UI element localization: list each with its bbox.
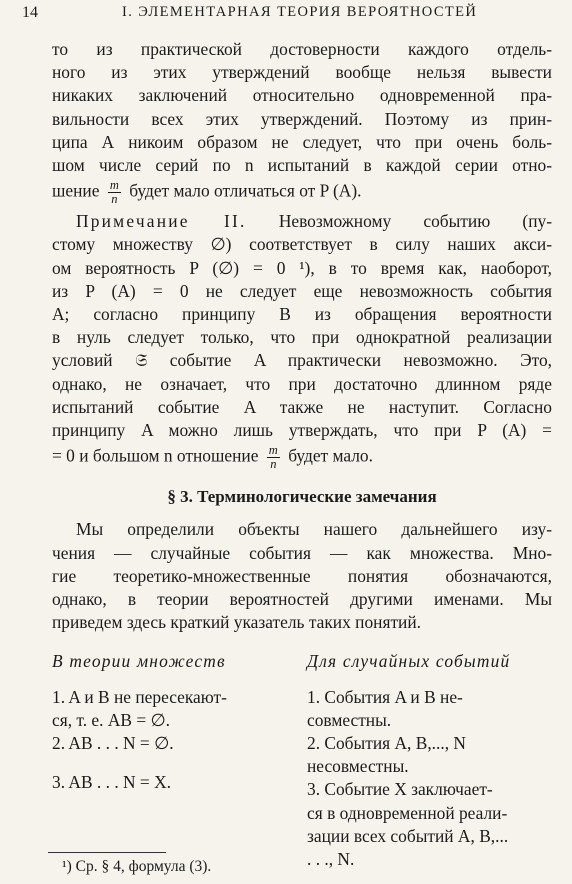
footnote-divider: [48, 852, 166, 853]
page-number: 14: [22, 4, 38, 21]
text-line: ом вероятность P (∅) = 0 ¹), в то время как, наоборот,: [52, 257, 552, 278]
cell-line: 1. События A и B не-: [307, 686, 463, 707]
table-row: [307, 732, 552, 778]
text-line: ного из этих утверждений вообще нельзя вывести: [52, 62, 552, 83]
column-header-events: Для случайных событий: [307, 651, 511, 672]
section-heading: § 3. Терминологические замечания: [167, 487, 437, 507]
cell-line: совместны.: [307, 709, 392, 730]
text-line: однако, в теории вероятностей другими именами. Мы: [52, 589, 552, 610]
text-line-with-fraction: [52, 179, 552, 206]
fraction-m-over-n: [267, 444, 280, 471]
fraction-m-over-n: [108, 179, 121, 206]
text-line: то из практической достоверности каждого отдель-: [52, 39, 552, 59]
text-line: никаких заключений относительно одновременной пра-: [52, 85, 552, 106]
text-line: из P (A) = 0 не следует еще невозможность события: [52, 280, 552, 301]
text-line: испытаний событие A также не наступит. Согласно: [52, 396, 552, 417]
cell-line: ся, т. е. AB = ∅.: [52, 709, 170, 730]
table-row: [52, 771, 307, 794]
footnote: ¹) Ср. § 4, формула (3).: [62, 858, 212, 875]
running-header: [22, 4, 540, 28]
paragraph-3: [52, 518, 552, 634]
cell-line: . . ., N.: [307, 849, 355, 870]
text-line: чения — случайные события — как множества. Мно-: [52, 542, 552, 563]
text-line: вильности всех этих утверждений. Поэтому из прин-: [52, 108, 552, 129]
events-column: [307, 650, 552, 871]
text-fragment: будет мало отличаться от P (A).: [129, 180, 362, 201]
text-line: шом числе серий по n испытаний в каждой серии отно-: [52, 155, 552, 176]
cell-line: ся в одновременной реали-: [307, 802, 508, 823]
remark-label: Примечание II.: [76, 211, 247, 232]
running-title: I. ЭЛЕМЕНТАРНАЯ ТЕОРИЯ ВЕРОЯТНОСТЕЙ: [122, 4, 478, 20]
paragraph-1: [52, 38, 552, 206]
text-fragment: будет мало.: [288, 445, 373, 466]
cell-line: 1. A и B не пересекают-: [52, 686, 227, 707]
text-line: Мы определили объекты нашего дальнейшего изу-: [76, 519, 552, 540]
text-line: стому множеству ∅) соответствует в силу наших акси-: [52, 234, 552, 255]
table-row: [307, 778, 552, 871]
text-fragment: = 0 и большом n отношение: [52, 445, 259, 466]
text-line-with-fraction: [52, 444, 552, 471]
set-theory-column: [52, 650, 307, 871]
text-fragment: Невозможному событию (пу-: [278, 211, 552, 232]
cell-line: 3. AB . . . N = X.: [52, 772, 171, 793]
fraction-denominator: n: [270, 457, 277, 472]
cell-line: 2. AB . . . N = ∅.: [52, 733, 174, 754]
terminology-table: [52, 650, 552, 871]
fraction-denominator: n: [111, 192, 118, 207]
table-row: [52, 732, 307, 755]
cell-line: зации всех событий A, B,...: [307, 825, 509, 846]
text-fragment: шение: [52, 180, 100, 201]
text-line: A; согласно принципу B из обращения вероятности: [52, 304, 552, 325]
text-line: в нуль следует только, что при однократной реализации: [52, 327, 552, 348]
text-line: условий 𝔖 событие A практически невозможно. Это,: [52, 350, 552, 371]
text-line: приведем здесь краткий указатель таких понятий.: [52, 612, 422, 633]
fraction-numerator: m: [109, 178, 119, 193]
paragraph-2: [52, 210, 552, 471]
table-row: [52, 686, 307, 732]
cell-line: 2. События A, B,..., N: [307, 733, 466, 754]
text-line: однако, не означает, что при достаточно длинном ряде: [52, 373, 552, 394]
cell-line: 3. Событие X заключает-: [307, 779, 493, 800]
column-header-set-theory: В теории множеств: [52, 651, 226, 672]
text-line: [52, 210, 552, 233]
table-row: [307, 686, 552, 732]
text-line: ципа А никоим образом не следует, что при очень боль-: [52, 131, 552, 152]
text-line: принципу A можно лишь утверждать, что при P (A) =: [52, 420, 552, 441]
fraction-numerator: m: [268, 443, 278, 458]
cell-line: несовместны.: [307, 756, 409, 777]
text-line: гие теоретико-множественные понятия обозначаются,: [52, 565, 552, 586]
page-body: [52, 38, 552, 871]
